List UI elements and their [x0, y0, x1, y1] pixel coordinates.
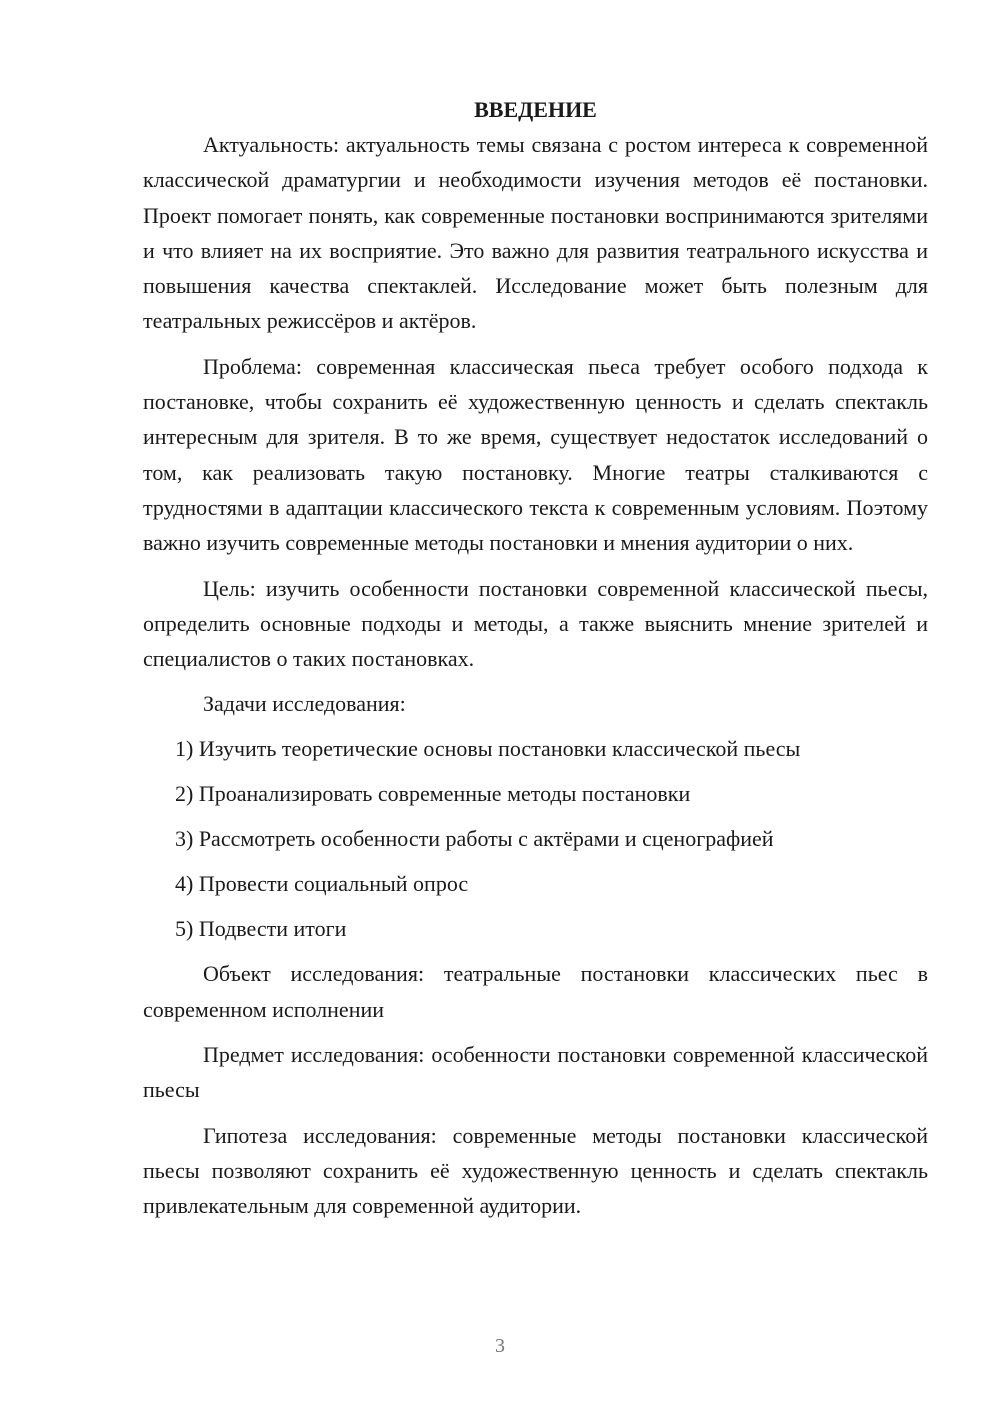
document-page — [143, 92, 928, 1234]
task-item: 3) Рассмотреть особенности работы с актёрами и сценографией — [175, 826, 774, 852]
task-list — [143, 731, 928, 946]
task-item: 1) Изучить теоретические основы постановки классической пьесы — [175, 736, 801, 762]
document-title: ВВЕДЕНИЕ — [474, 97, 597, 122]
task-item: 5) Подвести итоги — [175, 916, 347, 942]
task-item: 4) Провести социальный опрос — [175, 871, 469, 897]
paragraph-hypothesis: Гипотеза исследования: современные методы постановки классической пьесы позволяют сохранить её художественную ценность и сделать спектакль привлекательным для современной аудитории. — [143, 1122, 928, 1219]
paragraph-goal: Цель: изучить особенности постановки современной классической пьесы, определить основные подходы и методы, а также выяснить мнение зрителей и специалистов о таких постановках. — [143, 575, 928, 672]
page-number: 3 — [495, 1335, 505, 1357]
paragraph-relevance: Актуальность: актуальность темы связана с ростом интереса к современной классической драматургии и необходимости изучения методов её постановки. Проект помогает понять, как современные постановки воспринимаются зрителями и что влияет на их восприятие. Это важно для развития театрального искусства и повышения качества спектаклей. Исследование может быть полезным для театральных режиссёров и актёров. — [143, 132, 928, 334]
tasks-heading: Задачи исследования: — [203, 691, 406, 717]
paragraph-subject: Предмет исследования: особенности постановки современной классической пьесы — [143, 1042, 928, 1103]
paragraph-object: Объект исследования: театральные постановки классических пьес в современном исполнении — [143, 961, 928, 1022]
task-item: 2) Проанализировать современные методы постановки — [175, 781, 691, 807]
paragraph-problem: Проблема: современная классическая пьеса требует особого подхода к постановке, чтобы сохранить её художественную ценность и сделать спектакль интересным для зрителя. В то же время, существует недостаток исследований о том, как реализовать такую постановку. Многие театры сталкиваются с трудностями в адаптации классического текста к современным условиям. Поэтому важно изучить современные методы постановки и мнения аудитории о них. — [143, 353, 928, 556]
